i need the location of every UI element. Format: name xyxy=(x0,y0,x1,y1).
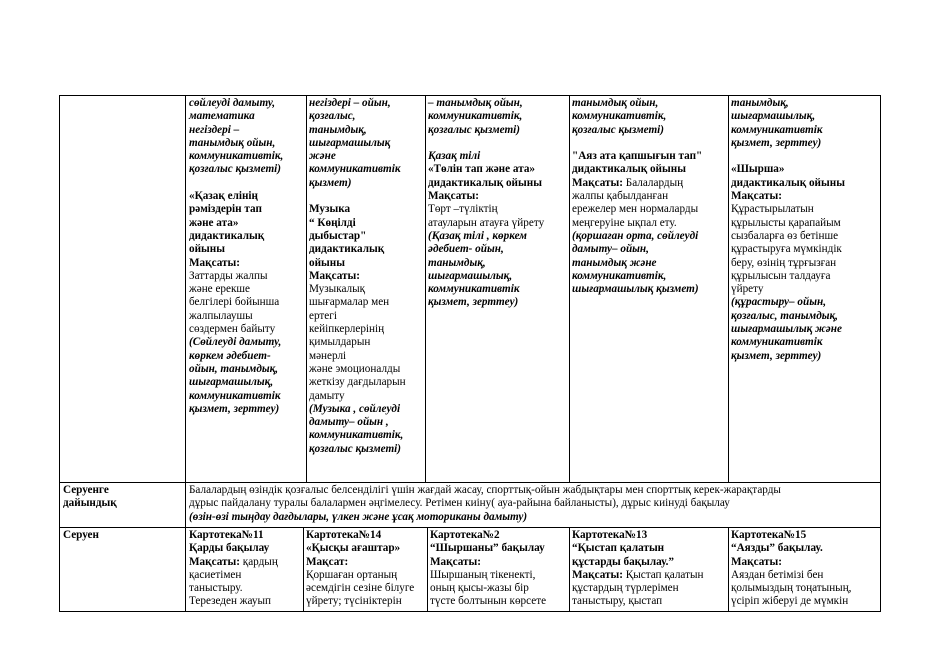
row-label-line: Серуенге xyxy=(63,484,109,496)
text-line: рәміздерін тап xyxy=(189,203,262,216)
text-line: «Шырша» xyxy=(731,163,785,176)
text-line: “Аязды” бақылау. xyxy=(731,542,823,555)
text-line: қозғалыс қызметі) xyxy=(189,163,282,176)
activity-cell-4 xyxy=(570,97,728,481)
text-line: меңгеруіне ықпал ету. xyxy=(572,216,677,229)
row-divider-1 xyxy=(59,482,881,483)
text-line: Картотека№2 xyxy=(430,529,500,541)
text-line: «Қазақ елінің xyxy=(189,190,258,203)
text-line: шығармашылық қызмет) xyxy=(572,283,699,296)
goal-text: Қыстап қалатын xyxy=(622,568,704,581)
text-line: «Қысқы ағаштар» xyxy=(306,542,401,555)
text-line: дидактикалық ойыны xyxy=(731,176,845,189)
text-line: дидактикалық ойыны xyxy=(428,176,542,189)
walk-prep-label xyxy=(61,484,185,526)
text-line: коммуникативтік, xyxy=(428,110,523,123)
text-line: коммуникативтік, xyxy=(189,150,284,163)
walk-cell-3 xyxy=(428,529,569,610)
text-line: Аяздан бетімізі бен xyxy=(731,568,824,581)
activity-cell-3 xyxy=(426,97,569,481)
text-line: коммуникативтік xyxy=(731,123,823,136)
text-line: ойын, танымдық, xyxy=(189,362,279,375)
text-line xyxy=(309,190,423,203)
text-line: дыбыстар" xyxy=(309,229,367,242)
text-line: математика xyxy=(189,110,255,123)
text-line: қызмет) xyxy=(309,176,352,189)
table-right-border xyxy=(880,95,881,612)
text-line: белгілері бойынша xyxy=(189,296,280,309)
text-line: Мақсаты: xyxy=(428,190,479,203)
walk-label xyxy=(61,529,185,609)
text-line: шығармашылық, xyxy=(189,376,274,389)
walk-prep-text xyxy=(187,484,880,526)
text-line: Балалардың өзіндік қозғалыс белсенділігі үшін жағдай жасау, спорттық-ойын жабдықтары мен спорттық керек-жарақтарды xyxy=(189,484,781,496)
text-line: қозғалыс қызметі) xyxy=(309,442,402,455)
text-line: Шыршаның тікенекті, xyxy=(430,568,536,581)
text-line: және эмоционалды xyxy=(309,362,401,375)
text-line: Құрастырылатын xyxy=(731,203,814,216)
text-line: Қарды бақылау xyxy=(189,542,270,555)
text-line: шығармалар мен xyxy=(309,296,390,309)
text-line: "Аяз ата қапшығын тап" xyxy=(572,150,703,163)
text-line: құстардың түрлерімен xyxy=(572,582,679,595)
text-line: «Төлін тап және ата» xyxy=(428,163,536,176)
text-line: танымдық ойын, xyxy=(189,136,276,149)
text-line: кейіпкерлерінің xyxy=(309,323,385,336)
text-line xyxy=(428,137,567,150)
text-line xyxy=(189,556,301,569)
text-line: (қоршаған орта, сөйлеуді xyxy=(572,229,699,242)
text-line: қозғалыс қызметі) xyxy=(572,123,665,136)
text-line: үйрету; түсініктерін xyxy=(306,595,402,608)
text-line: Терезеден жауып xyxy=(189,595,271,608)
text-line xyxy=(572,177,726,190)
text-line: шығармашылық және xyxy=(731,323,842,336)
activity-cell-5 xyxy=(729,97,880,481)
text-line: шығармашылық xyxy=(309,136,391,149)
goal-text: қардың xyxy=(239,555,278,568)
text-line: қолымыздың тоңатының, xyxy=(731,582,852,595)
text-line: дұрыс пайдалану туралы балалармен әңгімелесу. Ретімен киіну( ауа-райына байланысты), дұрыс киінуді бақылау xyxy=(189,497,730,510)
activity-cell-1 xyxy=(187,97,306,481)
text-line: Картотека№15 xyxy=(731,529,807,541)
text-line: қимылдарын xyxy=(309,336,371,349)
walk-cell-2 xyxy=(304,529,427,610)
text-line xyxy=(189,177,304,190)
text-line: Мақсаты: xyxy=(309,269,360,282)
text-line: беру, өзінің тұрғызған xyxy=(731,256,837,269)
text-line: танымдық, xyxy=(731,97,789,109)
text-line: және ата» xyxy=(189,216,239,229)
col-divider-label xyxy=(185,95,186,612)
text-line: жалпы қабылданған xyxy=(572,190,669,203)
text-line: қызмет, зерттеу) xyxy=(428,296,519,309)
text-line: “ Көңілді xyxy=(309,216,356,229)
activity-cell-2 xyxy=(307,97,425,481)
text-line: оның қысы-жазы бір xyxy=(430,582,529,595)
text-line: көркем әдебиет- xyxy=(189,349,271,362)
text-line: дамыту– ойын, xyxy=(572,243,649,256)
text-line: мәнерлі xyxy=(309,349,347,362)
text-line: коммуникативтік xyxy=(731,336,823,349)
text-line: және ерекше xyxy=(189,283,250,296)
text-line: таныстыру. xyxy=(189,582,243,595)
text-line: негіздері – xyxy=(189,123,240,136)
text-line: Картотека№13 xyxy=(572,529,648,541)
text-line: сызбаларға өз бетінше xyxy=(731,229,839,242)
walk-cell-5 xyxy=(729,529,880,610)
text-line: Музыкалық xyxy=(309,283,366,296)
text-line: Картотека№11 xyxy=(189,529,264,541)
text-line: ойыны xyxy=(309,256,345,269)
text-line: қызмет, зерттеу) xyxy=(731,349,822,362)
row-label-line: дайындық xyxy=(63,497,117,510)
text-line: танымдық және xyxy=(572,256,657,269)
text-line: әдебиет- ойын, xyxy=(428,243,504,256)
text-line: жеткізу дағдыларын xyxy=(309,376,406,389)
text-line xyxy=(731,150,878,163)
text-line: коммуникативтік xyxy=(309,163,401,176)
text-line: (Қазақ тілі , көркем xyxy=(428,229,527,242)
table-left-border xyxy=(59,95,60,612)
text-line: дидактикалық xyxy=(309,243,385,256)
text-line: шығармашылық, xyxy=(731,110,816,123)
text-line: қозғалыс, xyxy=(309,110,356,123)
text-line: танымдық, xyxy=(428,256,486,269)
text-line: Мақсаты: xyxy=(731,190,782,203)
text-line: Төрт –түліктің xyxy=(428,203,498,216)
text-line: Картотека№14 xyxy=(306,529,382,541)
text-line xyxy=(572,569,726,582)
text-line: танымдық ойын, xyxy=(572,97,659,109)
text-line: “Шыршаны” бақылау xyxy=(430,542,545,555)
text-line: түсте болтынын көрсете xyxy=(430,595,547,608)
table-top-border xyxy=(59,95,881,96)
walk-cell-4 xyxy=(570,529,728,610)
text-line: жалпылаушы xyxy=(189,309,253,322)
text-line: коммуникативтік, xyxy=(572,269,667,282)
text-line: шығармашылық, xyxy=(428,269,513,282)
text-line xyxy=(572,137,726,150)
text-line: – танымдық ойын, xyxy=(428,97,523,109)
text-line: қасиетімен xyxy=(189,568,242,581)
text-line: әсемдігін сезіне білуге xyxy=(306,582,415,595)
text-line: дидактикалық xyxy=(189,229,265,242)
text-line: коммуникативтік xyxy=(189,389,281,402)
text-line: сөйлеуді дамыту, xyxy=(189,97,276,109)
text-line: негіздері – ойын, xyxy=(309,97,391,109)
text-line: құрастыруға мүмкіндік xyxy=(731,243,842,256)
text-line: қозғалыс қызметі) xyxy=(428,123,521,136)
text-line: Мақсаты: xyxy=(189,256,240,269)
text-line: және xyxy=(309,150,336,163)
text-line: Мақсат: xyxy=(306,555,349,568)
text-line: коммуникативтік, xyxy=(309,429,404,442)
text-line: қызмет, зерттеу) xyxy=(189,402,280,415)
text-line: құстарды бақылау.” xyxy=(572,555,675,568)
text-line: (Сөйлеуді дамыту, xyxy=(189,336,282,349)
text-line: (өзін-өзі тыңдау дағдылары, үлкен және ұсақ моториканы дамыту) xyxy=(189,510,528,523)
text-line: үсіріп жіберуі де мүмкін xyxy=(731,595,849,608)
text-line: ертегі xyxy=(309,309,337,322)
text-line: коммуникативтік xyxy=(428,283,520,296)
table-bottom-border xyxy=(59,611,881,612)
text-line: таныстыру, қыстап xyxy=(572,595,663,608)
text-line: Қазақ тілі xyxy=(428,150,481,163)
goal-label: Мақсаты: xyxy=(189,555,240,568)
text-line: (құрастыру– ойын, xyxy=(731,296,826,309)
text-line: құрылысын талдауға xyxy=(731,269,831,282)
text-line: сөздермен байыту xyxy=(189,323,276,336)
text-line: қозғалыс, танымдық, xyxy=(731,309,838,322)
text-line: дамыту xyxy=(309,389,345,402)
row-label-line: Серуен xyxy=(63,529,99,541)
text-line: үйрету xyxy=(731,283,764,296)
walk-cell-1 xyxy=(187,529,303,610)
goal-label: Мақсаты: xyxy=(572,568,623,581)
text-line: Музыка xyxy=(309,203,351,216)
text-line: ойыны xyxy=(189,243,225,256)
text-line: Заттарды жалпы xyxy=(189,269,268,282)
text-line: танымдық, xyxy=(309,123,367,136)
text-line: коммуникативтік, xyxy=(572,110,667,123)
text-line: дидактикалық ойыны xyxy=(572,163,686,176)
text-line: ережелер мен нормаларды xyxy=(572,203,699,216)
goal-label: Мақсаты: xyxy=(572,176,623,189)
text-line: Мақсаты: xyxy=(430,555,481,568)
text-line: (Музыка , сөйлеуді xyxy=(309,402,401,415)
text-line: атауларын атауға үйрету xyxy=(428,216,545,229)
text-line: “Қыстап қалатын xyxy=(572,542,665,555)
text-line: дамыту– ойын , xyxy=(309,416,389,429)
row-divider-2 xyxy=(59,527,881,528)
text-line: Қоршаған ортаның xyxy=(306,568,398,581)
text-line: құрылысты қарапайым xyxy=(731,216,841,229)
goal-text: Балалардың xyxy=(622,176,684,189)
text-line: қызмет, зерттеу) xyxy=(731,136,822,149)
text-line: Мақсаты: xyxy=(731,555,782,568)
